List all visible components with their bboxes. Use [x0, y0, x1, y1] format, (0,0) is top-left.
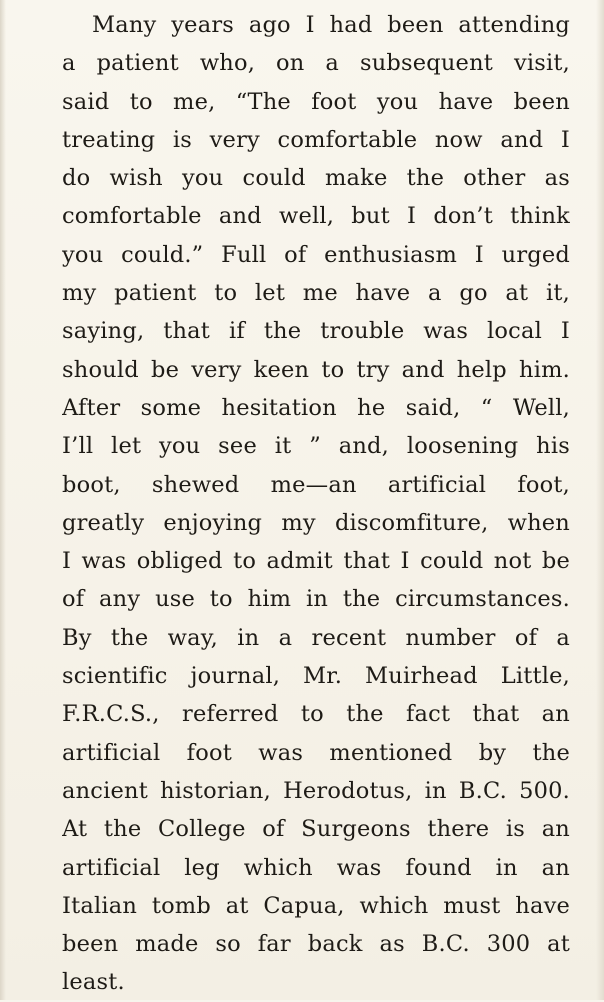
text-line: artificial foot was mentioned by the	[62, 739, 570, 766]
text-line: boot, shewed me—an artificial foot,	[62, 471, 570, 498]
text-line: said to me, “The foot you have been	[62, 88, 570, 115]
text-line: scientific journal, Mr. Muirhead Little,	[62, 663, 570, 690]
text-line: treating is very comfortable now and I	[62, 126, 570, 153]
text-line: of any use to him in the circumstances.	[62, 586, 570, 613]
scan-shadow-left	[0, 0, 6, 1000]
text-line: least.	[62, 969, 125, 996]
text-line: saying, that if the trouble was local I	[62, 318, 570, 345]
text-line: comfortable and well, but I don’t think	[62, 203, 570, 230]
text-line: F.R.C.S., referred to the fact that an	[62, 701, 570, 728]
text-line: I’ll let you see it ” and, loosening his	[62, 433, 570, 460]
text-line: greatly enjoying my discomfiture, when	[62, 509, 570, 536]
text-line: Many years ago I had been attending	[92, 12, 570, 38]
text-line: After some hesitation he said, “ Well,	[62, 394, 570, 421]
text-line: you could.” Full of enthusiasm I urged	[62, 241, 570, 268]
text-line: been made so far back as B.C. 300 at	[62, 931, 570, 958]
text-line: Italian tomb at Capua, which must have	[62, 892, 570, 919]
text-line: By the way, in a recent number of a	[62, 624, 570, 651]
text-line: should be very keen to try and help him.	[62, 356, 570, 383]
text-line: a patient who, on a subsequent visit,	[62, 50, 570, 77]
text-line: artificial leg which was found in an	[62, 854, 570, 881]
text-line: At the College of Surgeons there is an	[62, 816, 570, 843]
text-line: ancient historian, Herodotus, in B.C. 500.	[62, 777, 570, 804]
text-line: do wish you could make the other as	[62, 165, 570, 192]
text-line: my patient to let me have a go at it,	[62, 280, 570, 307]
text-line: I was obliged to admit that I could not be	[62, 548, 570, 575]
body-paragraph	[62, 6, 570, 1002]
scan-shadow-right	[596, 0, 604, 1000]
